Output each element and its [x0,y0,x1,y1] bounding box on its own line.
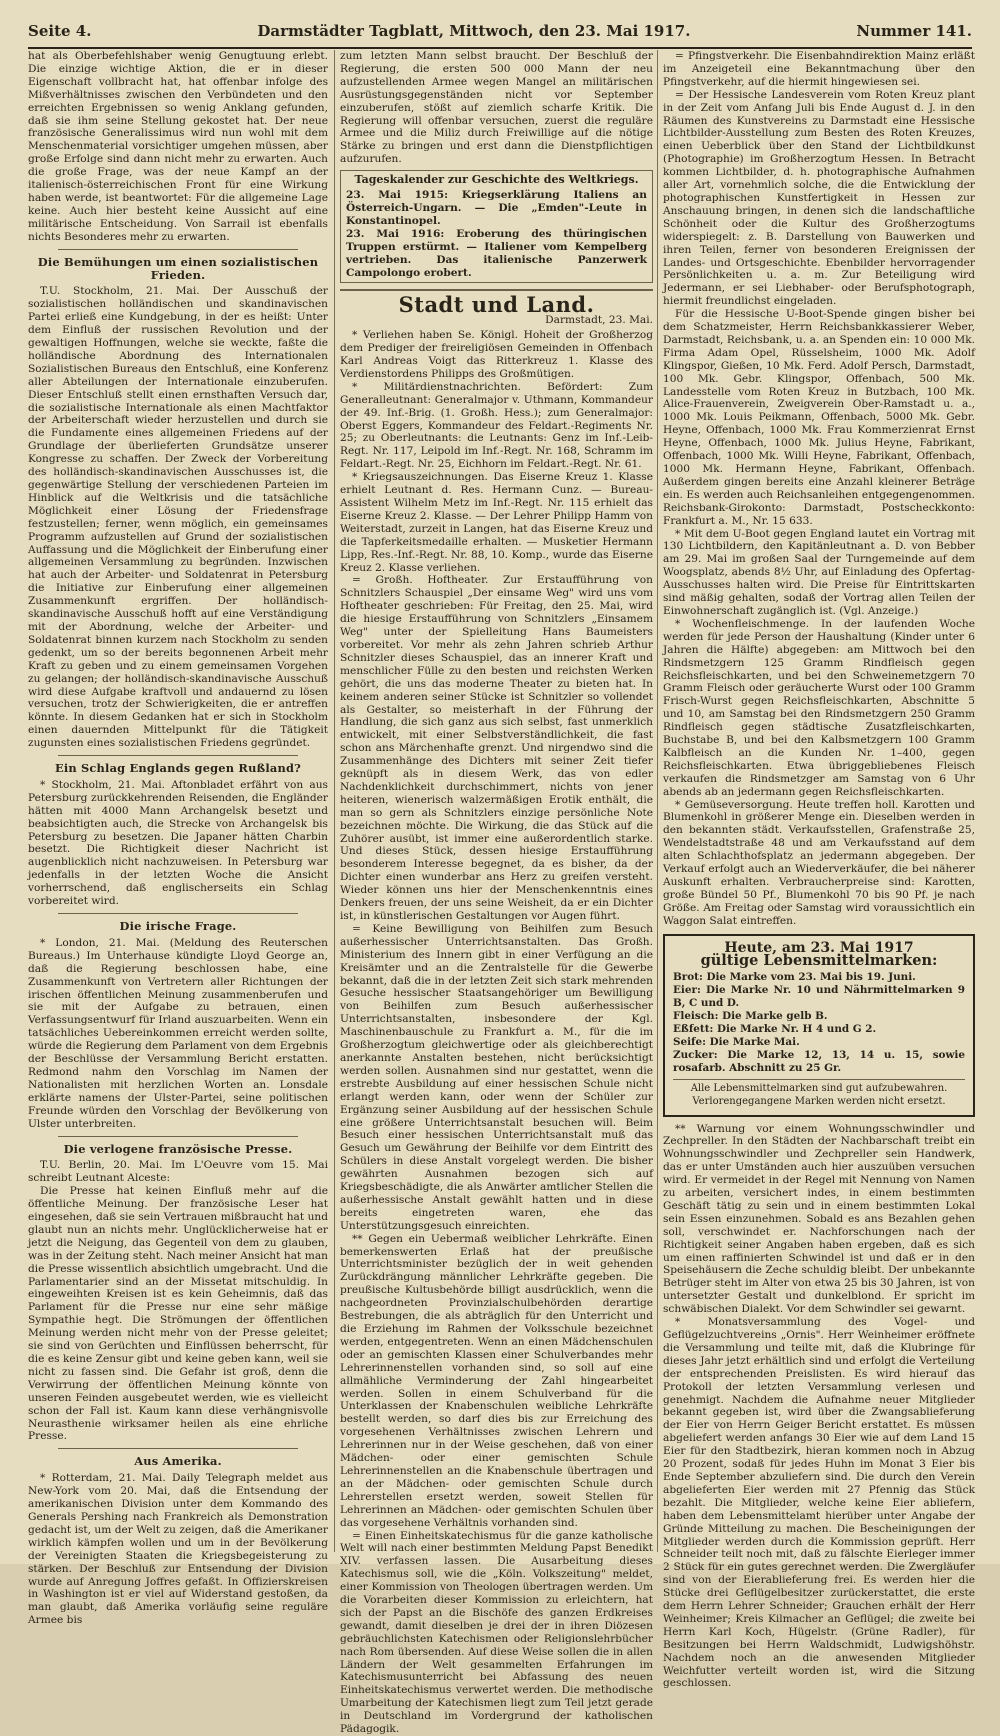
news-item: = Großh. Hoftheater. Zur Erstaufführung von Schnitzlers Schauspiel „Der einsame Weg" wird uns vom Hoftheater geschrieben: Für Freitag, den 25. Mai, wird die hiesige Erstaufführung von Schnitzlers „Einsamem Weg" unter der Spielleitung Hans Baumeisters vorbereitet. Vor mehr als zehn Jahren schrieb Arthur Schnitzler dieses Schauspiel, das an innerer Kraft und menschlicher Fülle zu den besten und reichsten Werken gehört, die uns das moderne Theater zu bieten hat. In keinem anderen seiner Stücke ist Schnitzler so vollendet als Gestalter, so meisterhaft in der Führung der Handlung, die sich ganz aus sich selbst, fast unmerklich entwickelt, mit einer Selbstverständlichkeit, die fast schon ans Märchenhafte grenzt. Und nirgendwo sind die Zusammenhänge des Dichters mit seiner Zeit tiefer geknüpft als in diesem Werk, das von edler Nachdenklichkeit durchschimmert, nichts von jener heiteren, wienerisch walzermäßigen Erotik enthält, die man so gern als Schnitzlers einzige persönliche Note bezeichnen möchte. Die Wirkung, die das Stück auf die Zuhörer ausübt, ist immer eine außerordentlich starke. Und dieses Stück, dessen hiesige Erstaufführung besonderem Interesse begegnet, da es bisher, da der Dichter einen wunderbar ans Herz zu greifen versteht. Wieder können uns hier der Menschenkenntnis eines Denkers freuen, der uns seine Weisheit, da er ein Dichter ist, in künstlerischen Gestaltungen vor Augen führt. [340,574,653,922]
divider [58,1136,298,1137]
newspaper-title: Darmstädter Tagblatt, Mittwoch, den 23. Mai 1917. [257,22,690,40]
page-number: Seite 4. [28,22,91,40]
divider [340,289,653,291]
news-item: = Keine Bewilligung von Beihilfen zum Besuch außerhessischer Unterrichtsanstalten. Das Großh. Ministerium des Innern gibt in einer Verfügung an die Kreisämter und an die Zentralstelle für die Gewerbe bekannt, daß die in der letzten Zeit sich stark mehrenden Gesuche hessischer Staatsangehöriger um Bewilligung von Beihilfen zum Besuch außerhessischer Unterrichtsanstalten, insbesondere der Kgl. Maschinenbauschule zu Frankfurt a. M., für die im Großherzogtum gleichwertige oder als gleichberechtigt anerkannte Anstalten bestehen, nicht berücksichtigt werden sollen. Ausnahmen sind nur gestattet, wenn die erstrebte Ausbildung auf einer hessischen Schule nicht erlangt werden kann, oder wenn der Schüler zur Ergänzung seiner Ausbildung auf der hessischen Schule eine größere Unterrichtsanstalt besuchen will. Beim Besuch einer hessischen Unterrichtsanstalt muß das Gesuch um Gewährung der Beihilfe vor dem Eintritt des Schülers in diese Anstalt vorgelegt werden. Die bisher gewährten Ausnahmen bezogen sich auf Kriegsbeschädigte, die als Anwärter amtlicher Stellen die außerhessische Anstalt gewählt hatten und in diese bereits eingetreten waren, ehe das Unterstützungsgesuch einreichten. [340,923,653,1233]
calendar-entry: 23. Mai 1915: Kriegserklärung Italiens an Österreich-Ungarn. — Die „Emden"-Leute in Konstantinopel. [346,189,647,228]
article-paragraph: * Rotterdam, 21. Mai. Daily Telegraph meldet aus New-York vom 20. Mai, daß die Entsendung der amerikanischen Division unter dem Kommando des Generals Pershing nach Frankreich als Demonstration gedacht ist, um der Welt zu zeigen, daß die Amerikaner wirklich kämpfen wollen und um in der Bevölkerung der Vereinigten Staaten die Kriegsbegeisterung zu stärken. Der Beschluß zur Entsendung der Division wurde auf Anregung Joffres gefaßt. In Offizierskreisen in Washington ist er viel auf Widerstand gestoßen, da man glaubt, daß Amerika vorläufig seine reguläre Armee bis [28,1472,328,1627]
masthead [28,22,972,49]
article-paragraph: Die Presse hat keinen Einfluß mehr auf die öffentliche Meinung. Der französische Leser hat eingesehen, daß sie sein Vertrauen mißbraucht hat und glaubt nun an nichts mehr. Unglücklicherweise hat er jetzt die Neigung, das Gegenteil von dem zu glauben, was in der Zeitung steht. Nach meiner Ansicht hat man die Presse wissentlich absichtlich umgebracht. Und die Parlamentarier sind an der Missetat mitschuldig. In eingeweihten Kreisen ist es kein Geheimnis, daß das Parlament für die Presse nur eine sehr mäßige Sympathie hegt. Die Strömungen der öffentlichen Meinung werden nicht mehr von der Presse geleitet; sie sind von Gerüchten und Einflüssen beherrscht, für die es keine Zensur gibt und keine geben kann, weil sie nicht zu fassen sind. Die Gefahr ist groß, denn die Verwirrung der öffentlichen Meinung könnte von unseren Feinden ausgebeutet werden, wie es vielleicht schon der Fall ist. Kaum kann diese verhängnisvolle Neurasthenie wirksamer heilen als eine ehrliche Presse. [28,1185,328,1443]
news-item: ** Warnung vor einem Wohnungsschwindler und Zechpreller. In den Städten der Nachbarschaft treibt ein Wohnungsschwindler und Zechpreller sein Handwerk, das er unter Umständen auch hier auszuüben versuchen wird. Er vermeidet in der Regel mit Nennung von Namen zu arbeiten, versichert indes, in einem bestimmten Geschäft tätig zu sein und in einem bestimmten Lokal sein Essen einzunehmen. Sobald es ans Bezahlen gehen soll, verschwindet er. Nachforschungen nach der Richtigkeit seiner Angaben haben ergeben, daß es sich um einen raffinierten Schwindel ist und daß er in den Speisehäusern die Zeche schuldig bleibt. Der unbekannte Betrüger steht im Alter von etwa 25 bis 30 Jahren, ist von untersetzter Gestalt und dunkelblond. Er spricht im schwäbischen Dialekt. Vor dem Schwindler sei gewarnt. [663,1123,975,1317]
column-3 [663,50,975,1552]
article-heading: Die Bemühungen um einen sozialistischen Frieden. [28,256,328,282]
news-item: * Militärdienstnachrichten. Befördert: Zum Generalleutnant: Generalmajor v. Uthmann, Kommandeur der 49. Inf.-Brig. (1. Großh. Hess.); zum Generalmajor: Oberst Eggers, Kommandeur des Feldart.-Regiments Nr. 25; zu Oberleutnants: die Leutnants: Genz im Inf.-Leib-Regt. Nr. 117, Leipold im Inf.-Regt. Nr. 168, Schramm im Feldart.-Regt. Nr. 25, Eichhorn im Feldart.-Regt. Nr. 61. [340,381,653,471]
news-item: * Verliehen haben Se. Königl. Hoheit der Großherzog dem Prediger der freireligiösen Gemeinden in Offenbach Karl Andreas Voigt das Ritterkreuz 1. Klasse des Verdienstordens Philipps des Großmütigen. [340,329,653,381]
article-heading: Ein Schlag Englands gegen Rußland? [28,762,328,775]
divider [58,755,298,756]
article-heading: Die verlogene französische Presse. [28,1143,328,1156]
news-item: ** Gegen ein Uebermaß weiblicher Lehrkräfte. Einen bemerkenswerten Erlaß hat der preußische Unterrichtsminister bezüglich der in weit gehenden Zurückdrängung männlicher Lehrkräfte gegeben. Die preußische Kultusbehörde billigt ausdrücklich, wenn die nachgeordneten Provinzialschulbehörden derartige Bestrebungen, die als abträglich für den Unterricht und die Erziehung im Rahmen der Volksschule bezeichnet werden, entgegentreten. Wenn an einen Mädchenschulen oder an gemischten Klassen einer Schulverbandes mehr Lehrerinnenstellen vorhanden sind, so soll auf eine allmähliche Verminderung der Zahl hingearbeitet werden. Sollen in einem Schulverband für die Unterklassen der Knabenschulen weibliche Lehrkräfte bestellt werden, so darf dies bis zur Erreichung des vorgesehenen Verhältnisses zwischen Lehrern und Lehrerinnen nur in der Weise geschehen, daß von einer Mädchen- oder einer gemischten Schule Lehrerinnenstellen an die Knabenschule übertragen und an der Mädchen- oder gemischten Schule durch Lehrerstellen ersetzt werden, soweit Stellen für Lehrerinnen an Mädchen- oder gemischten Schulen über das vorgesehene Verhältnis vorhanden sind. [340,1233,653,1530]
box-note: Alle Lebensmittelmarken sind gut aufzubewahren. Verlorengegangene Marken werden nicht ersetzt. [673,1079,965,1109]
article-heading: Die irische Frage. [28,920,328,933]
column-1 [28,50,328,1552]
section-heading: Stadt und Land. [340,299,653,312]
news-item: = Einen Einheitskatechismus für die ganze katholische Welt will nach einer bestimmten Meldung Papst Benedikt XIV. verfassen lassen. Die Ausarbeitung dieses Katechismus soll, wie die „Köln. Volkszeitung" meldet, einer Kommission von Theologen übertragen werden. Um die Vorarbeiten dieser Kommission zu erleichtern, hat sich der Papst an die Bischöfe des ganzen Erdkreises gewandt, damit dieselben je drei der in ihren Diözesen gebräuchlichsten Katechismen oder Religionslehrbücher nach Rom übersenden. Auf diese Weise sollen die in allen Ländern der Welt gesammelten Erfahrungen im Katechismusunterricht bei Abfassung des neuen Einheitskatechismus verwertet werden. Die methodische Umarbeitung der Katechismen liegt zum Teil jetzt gerade in Deutschland im Vordergrund der katholischen Pädagogik. [340,1530,653,1736]
ration-line: Eier: Die Marke Nr. 10 und Nährmittelmarken 9 B, C und D. [673,984,965,1010]
article-continuation: hat als Oberbefehlshaber wenig Genugtuung erlebt. Die einzige wichtige Aktion, die er in dieser Eigenschaft vollbracht hat, hat offenbar infolge des Mißverhältnisses zwischen den Verbündeten und den erreichten Ergebnissen so wenig Anklang gefunden, daß sie ihm seine Stellung gekostet hat. Der neue französische Generalissimus wird nun wohl mit dem Menschenmaterial vorsichtiger umgehen müssen, aber große Erfolge sind dann nicht mehr zu erwarten. Auch die große Frage, was der neue Kampf an der italienisch-österreichischen Front für eine Wirkung haben werde, ist beantwortet: Für die allgemeine Lage keine. Auch hier besteht keine Aussicht auf eine militärische Entscheidung. Von Sarrail ist ebenfalls nichts Besonderes mehr zu erwarten. [28,50,328,244]
divider [58,249,298,250]
news-item: * Gemüseversorgung. Heute treffen holl. Karotten und Blumenkohl in größerer Menge ein. Dieselben werden in den bekannten städt. Verkaufsstellen, Grafenstraße 25, Wendelstadtstraße 48 und am Verkaufsstand auf dem alten Schlachthofsplatz an jedermann abgegeben. Der Verkauf erfolgt auch an Wiederverkäufer, die bei näherer Auskunft erhalten. Verbraucherpreise sind: Karotten, große Bündel 50 Pf., Blumenkohl 70 bis 90 Pf. je nach Größe. Am Freitag oder Samstag wird voraussichtlich ein Waggon Salat eintreffen. [663,799,975,928]
news-item: = Der Hessische Landesverein vom Roten Kreuz plant in der Zeit vom Anfang Juli bis Ende August d. J. in den Räumen des Kunstvereins zu Darmstadt eine Hessische Lichtbilder-Ausstellung zum Besten des Roten Kreuzes, einen Ueberblick über den Stand der Lichtbildkunst (Photographie) im Großherzogtum Hessen. In Betracht kommen Lichtbilder, d. h. photographische Aufnahmen aller Art, vornehmlich solche, die die Entwicklung der photographischen Kunstfertigkeit in Hessen zur Anschauung bringen, in denen sich die landschaftliche Schönheit oder die Kultur des Großherzogtums widerspiegelt: z. B. Darstellung von Bauwerken und ihren Teilen, ferner von besonderen Ereignissen der Landes- und Ortsgeschichte. Ebenbilder hervorragender Persönlichkeiten u. a. m. Zur Beteiligung wird Jedermann, er sei Liebhaber- oder Berufsphotograph, hiermit freundlichst eingeladen. [663,89,975,308]
calendar-entry: 23. Mai 1916: Eroberung des thüringischen Truppen erstürmt. — Italiener vom Kempelberg vertrieben. Das italienische Panzerwerk Campolongo erobert. [346,228,647,280]
article-paragraph: T.U. Berlin, 20. Mai. Im L'Oeuvre vom 15. Mai schreibt Leutnant Alceste: [28,1159,328,1185]
ration-line: Brot: Die Marke vom 23. Mai bis 19. Juni. [673,971,965,984]
ration-coupons-box [663,934,975,1117]
ration-line: Zucker: Die Marke 12, 13, 14 u. 15, sowie rosafarb. Abschnitt zu 25 Gr. [673,1049,965,1075]
column-2 [340,50,653,1552]
column-rule [657,50,658,1552]
calendar-title: Tageskalender zur Geschichte des Weltkriegs. [346,174,647,187]
ration-line: Seife: Die Marke Mai. [673,1036,965,1049]
divider [58,1448,298,1449]
news-item: Für die Hessische U-Boot-Spende gingen bisher bei dem Schatzmeister, Herrn Reichsbankkassierer Weber, Darmstadt, Reichsbank, u. a. an Spenden ein: 10 000 Mk. Firma Adam Opel, Rüsselsheim, 1000 Mk. Adolf Klingspor, Gießen, 10 Mk. Ferd. Adolf Persch, Darmstadt, 100 Mk. Gebr. Klingspor, Offenbach, 500 Mk. Landesstelle vom Roten Kreuz in Butzbach, 100 Mk. Alice-Frauenverein, Zweigverein Ober-Ramstadt u. a., 1000 Mk. Louis Peikmann, Offenbach, 5000 Mk. Gebr. Heyne, Offenbach, 1000 Mk. Frau Kommerzienrat Ernst Heyne, Offenbach, 1000 Mk. Julius Heyne, Fabrikant, Offenbach, 1000 Mk. Willi Heyne, Fabrikant, Offenbach, 1000 Mk. Hermann Heyne, Fabrikant, Offenbach. Außerdem gingen bereits eine Anzahl kleinerer Beträge ein. Es werden auch Reichsanleihen entgegengenommen. Reichsbank-Girokonto: Darmstadt, Postscheckkonto: Frankfurt a. M., Nr. 15 633. [663,308,975,527]
dateline: Darmstadt, 23. Mai. [340,314,653,327]
issue-number: Nummer 141. [856,22,972,40]
news-item: * Mit dem U-Boot gegen England lautet ein Vortrag mit 130 Lichtbildern, den Kapitänleutnant a. D. von Bebber am 29. Mai im großen Saal der Turngemeinde auf dem Woogsplatz, abends 8½ Uhr, auf Einladung des Opfertag-Ausschusses halten wird. Die Preise für Eintrittskarten sind mäßig gehalten, sodaß der Vortrag allen Teilen der Einwohnerschaft zugänglich ist. (Vgl. Anzeige.) [663,528,975,618]
ration-line: Eßfett: Die Marke Nr. H 4 und G 2. [673,1023,965,1036]
news-item: * Kriegsauszeichnungen. Das Eiserne Kreuz 1. Klasse erhielt Leutnant d. Res. Hermann Cunz. — Bureau-Assistent Wilhelm Metz im Inf.-Regt. Nr. 115 erhielt das Eiserne Kreuz 2. Klasse. — Der Lehrer Philipp Hamm von Weiterstadt, zurzeit in Langen, hat das Eiserne Kreuz und die Tapferkeitsmedaille erhalten. — Musketier Hermann Lipp, Res.-Inf.-Regt. Nr. 88, 10. Komp., wurde das Eiserne Kreuz 2. Klasse verliehen. [340,471,653,574]
article-paragraph: T.U. Stockholm, 21. Mai. Der Ausschuß der sozialistischen holländischen und skandinavischen Partei erließ eine Kundgebung, in der es heißt: Unter dem Einfluß der russischen Revolution und der gewaltigen Hoffnungen, welche sie weckte, faßte die holländische Abordnung des Internationalen Sozialistischen Bureaus den Entschluß, eine Konferenz aller Abteilungen der Internationale einzuberufen. Dieser Entschluß stellt einen ernsthaften Versuch dar, die sozialistische Internationale als einen Machtfaktor der Arbeiterschaft wieder herzustellen und durch sie die Fundamente eines allgemeinen Friedens auf der Grundlage der überlieferten Grundsätze unserer Kongresse zu schaffen. Der Zweck der Vorbereitung des holländisch-skandinavischen Ausschusses ist, die gegenwärtige Stellung der verschiedenen Parteien im Hinblick auf die Weltkrisis und die tatsächliche Möglichkeit einer Lösung der Friedensfrage festzustellen; ferner, wenn möglich, ein gemeinsames Programm aufzustellen auf Grund der sozialistischen Auffassung und die Möglichkeit der Einberufung einer allgemeinen Versammlung zu begründen. Inzwischen hat auch der Arbeiter- und Soldatenrat in Petersburg die Initiative zur Einberufung einer allgemeinen Zusammenkunft ergriffen. Der holländisch-skandinavische Ausschuß hofft auf eine Verständigung mit der Abordnung, welche der Arbeiter- und Soldatenrat binnen kurzem nach Stockholm zu senden gedenkt, um so der bereits begonnenen Arbeit mehr Kraft zu geben und zu einem gemeinsamen Vorgehen zu gelangen; der holländisch-skandinavische Ausschuß wird diese Aufgabe kraftvoll und andauernd zu lösen versuchen, trotz der Schwierigkeiten, die er antreffen könnte. In diesem Gedanken hat er sich in Stockholm einen dauernden Mittelpunkt für die Tätigkeit zugunsten eines sozialistischen Friedens gegründet. [28,285,328,750]
war-calendar [340,170,653,283]
news-item: * Wochenfleischmenge. In der laufenden Woche werden für jede Person der Haushaltung (Kinder unter 6 Jahren die Hälfte) abgegeben: am Mittwoch bei den Rindsmetzgern 125 Gramm Rindfleisch gegen Reichsfleischkarten, und bei den Schweinemetzgern 70 Gramm Fleisch oder geräucherte Wurst oder 100 Gramm Frisch-Wurst gegen Reichsfleischkarten, Abschnitte 5 und 10, am Samstag bei den Rindsmetzgern 250 Gramm Rindfleisch gegen städtische Zusatzfleischkarten, Buchstabe B, und bei den Kalbsmetzgern 100 Gramm Kalbfleisch an die Kunden Nr. 1–400, gegen Reichsfleischkarten. Etwa übriggebliebenes Fleisch verkaufen die Rindsmetzger am Samstag von 6 Uhr abends ab an jedermann gegen Reichsfleischkarten. [663,618,975,799]
box-heading: Heute, am 23. Mai 1917 [673,942,965,955]
article-paragraph: * Stockholm, 21. Mai. Aftonbladet erfährt von aus Petersburg zurückkehrenden Reisenden, die Engländer hätten mit 4000 Mann Archangelsk besetzt und beabsichtigten auch, die Strecke von Archangelsk bis Petersburg zu besetzen. Die Japaner hätten Charbin besetzt. Die Richtigkeit dieser Nachricht ist augenblicklich nicht nachzuweisen. In Petersburg war jedenfalls in der letzten Woche die Ansicht vorherrschend, daß englischerseits ein Schlag vorbereitet wird. [28,779,328,908]
news-item: * Monatsversammlung des Vogel- und Geflügelzuchtvereins „Ornis". Herr Weinheimer eröffnete die Versammlung und teilte mit, daß die Klubringe für dieses Jahr jetzt erhältlich sind und erfolgt die Verteilung der entsprechenden Preislisten. Es wird hierauf das Protokoll der letzten Versammlung verlesen und genehmigt. Nachdem die Aufnahme neuer Mitglieder bekannt gegeben ist, wird über die Zwangsablieferung der Eier von Herrn Geiger Bericht erstattet. Es müssen abgeliefert werden anfangs 30 Eier wie auf dem Land 15 Eier für den Stadtbezirk, hieran kommen noch in Abzug 20 Prozent, sodaß für jedes Huhn im Monat 3 Eier bis Ende September abzuliefern sind. Die durch den Verein abgelieferten Eier werden mit 27 Pfennig das Stück bezahlt. Die Mitglieder, welche keine Eier abliefern, haben dem Lebensmittelamt hierüber unter Angabe der Gründe Mitteilung zu machen. Die Bescheinigungen der Mitglieder werden durch die Kommission geprüft. Herr Schneider teilt noch mit, daß zu fälschte Eierleger immer 2 Stück für ein gutes gerechnet werden. Die Zwergläufer sind von der Eierablieferung frei. Es werden hier die Stücke drei Geflügelbesitzer zurückerstattet, die erste dem Herrn Lehrer Schneider; Grauchen erhält der Herr Weinheimer; Kreis Kilmacher an Geflügel; die zweite bei Herrn Karl Koch, Hügelstr. (Grüne Radler), für Besitzungen bei Herrn Waldschmidt, Ludwigshöhstr. Nachdem noch an die anwesenden Mitglieder Weichfutter verteilt worden ist, wird die Sitzung geschlossen. [663,1316,975,1690]
article-heading: Aus Amerika. [28,1455,328,1468]
box-subheading: gültige Lebensmittelmarken: [673,955,965,968]
article-paragraph: * London, 21. Mai. (Meldung des Reuterschen Bureaus.) Im Unterhause kündigte Lloyd George an, daß die Regierung beschlossen habe, eine Zusammenkunft von Vertretern aller Richtungen der irischen öffentlichen Meinung zusammenberufen und sie mit der Aufgabe zu betrauen, einen Verfassungsentwurf für Irland auszuarbeiten. Wenn ein tatsächliches Uebereinkommen erreicht werden sollte, würde die Regierung dem Parlament von dem Ergebnis der Beschlüsse der Versammlung Bericht erstatten. Redmond nahm den Vorschlag im Namen der Nationalisten mit herzlichen Worten an. Lonsdale erklärte namens der Ulster-Partei, seine politischen Freunde würden den Vorschlag der Bevölkerung von Ulster unterbreiten. [28,937,328,1131]
article-continuation: zum letzten Mann selbst braucht. Der Beschluß der Regierung, die ersten 500 000 Mann der neu aufzustellenden Armee wegen Mangel an militärischen Ausrüstungsgegenständen nicht vor September einzuberufen, stößt auf ziemlich scharfe Kritik. Die Regierung will offenbar versuchen, zuerst die reguläre Armee und die Miliz durch Freiwillige auf die nötige Stärke zu bringen und erst dann die Dienstpflichtigen aufzurufen. [340,50,653,166]
news-item: = Pfingstverkehr. Die Eisenbahndirektion Mainz erläßt im Anzeigeteil eine Bekanntmachung über den Pfingstverkehr, auf die hiermit hingewiesen sei. [663,50,975,89]
divider [58,913,298,914]
column-rule [334,50,335,1552]
ration-line: Fleisch: Die Marke gelb B. [673,1010,965,1023]
